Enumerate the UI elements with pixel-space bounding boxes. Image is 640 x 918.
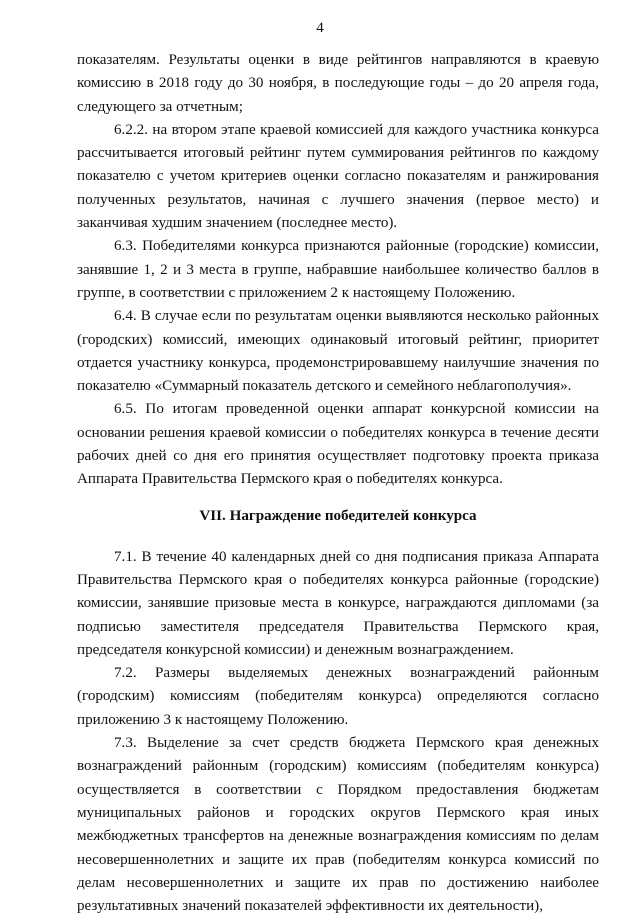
paragraph-7-1: 7.1. В течение 40 календарных дней со дня подписания приказа Аппарата Правительства Пермского края о победителях конкурса районные (городские) комиссии, занявшие призовые места в конкурсе, награждаются дипломами (за подписью заместителя председателя Правительства Пермского края, председателя конкурсной комиссии) и денежным вознаграждением. xyxy=(77,548,599,658)
paragraph-7-3: 7.3. Выделение за счет средств бюджета Пермского края денежных вознаграждений районным (городским) комиссиям (победителям конкурса) осуществляется в соответствии с Порядком предоставления бюджетам муниципальных районов и городских округов Пермского края иных межбюджетных трансфертов на денежные вознаграждения комиссиям по делам несовершеннолетних и защите их прав (победителям конкурса комиссий по делам несовершеннолетних и защите их прав по достижению наиболее результативных значений показателей эффективности их деятельности), xyxy=(77,735,599,915)
paragraph-6-5: 6.5. По итогам проведенной оценки аппарат конкурсной комиссии на основании решения краевой комиссии о победителях конкурса в течение десяти рабочих дней со дня его принятия осуществляет подготовку проекта приказа Аппарата Правительства Пермского края о победителях конкурса. xyxy=(77,401,599,488)
paragraph-6-3: 6.3. Победителями конкурса признаются районные (городские) комиссии, занявшие 1, 2 и 3 места в группе, набравшие наибольшее количество баллов в группе, в соответствии с приложением 2 к настоящему Положению. xyxy=(77,238,599,301)
section-heading: VII. Награждение победителей конкурса xyxy=(199,507,477,524)
page-number: 4 xyxy=(316,20,324,36)
paragraph-6-4: 6.4. В случае если по результатам оценки выявляются несколько районных (городских) комиссий, имеющих одинаковый итоговый рейтинг, приоритет отдается участнику конкурса, продемонстрировавшему наилучшие значения по показателю «Суммарный показатель детского и семейного неблагополучия». xyxy=(77,308,599,395)
paragraph-7-2: 7.2. Размеры выделяемых денежных вознаграждений районным (городским) комиссиям (победителям конкурса) определяются согласно приложению 3 к настоящему Положению. xyxy=(77,665,599,728)
paragraph-continuation: показателям. Результаты оценки в виде рейтингов направляются в краевую комиссию в 2018 году до 30 ноября, в последующие годы – до 20 апреля года, следующего за отчетным; xyxy=(77,52,599,115)
paragraph-6-2-2: 6.2.2. на втором этапе краевой комиссией для каждого участника конкурса рассчитывается итоговый рейтинг путем суммирования рейтингов по каждому показателю с учетом критериев оценки согласно показателям и ранжирования полученных результатов, начиная с лучшего значения (первое место) и заканчивая худшим значением (последнее место). xyxy=(77,121,599,232)
document-body xyxy=(77,49,599,918)
